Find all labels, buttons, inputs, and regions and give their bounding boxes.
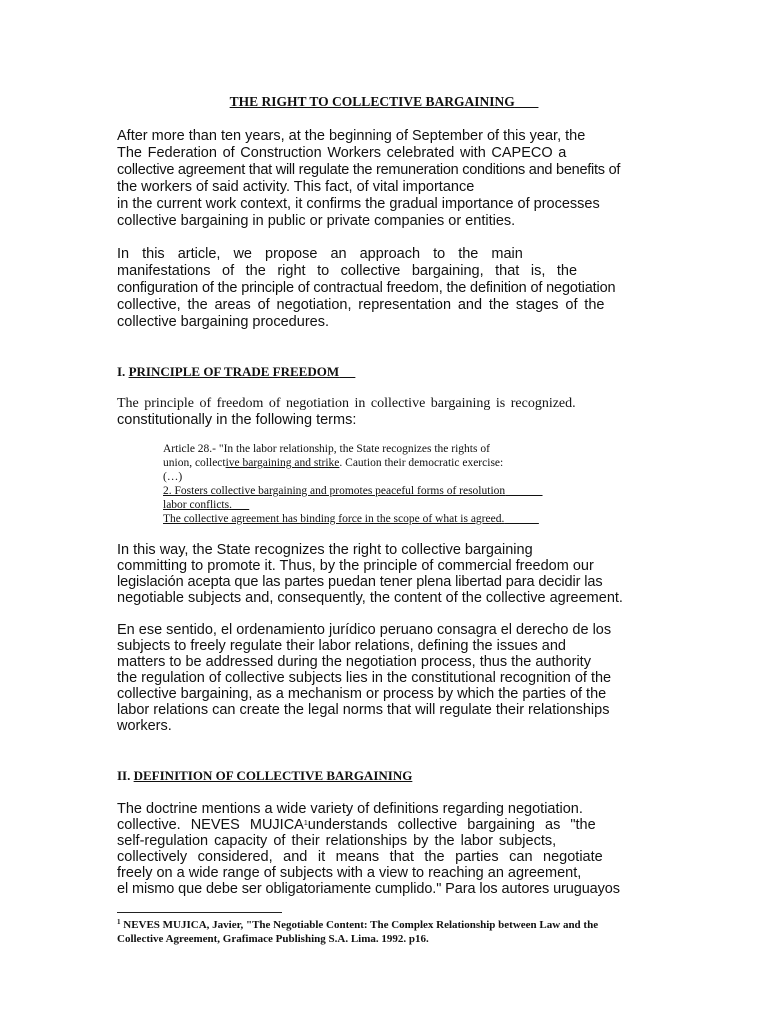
quote-line-4-text: 2. Fosters collective bargaining and promotes peaceful forms of resolution (163, 485, 506, 497)
footnote-text-1: NEVES MUJICA, Javier, "The Negotiable Content: The Complex Relationship between Law and the (123, 919, 599, 931)
neves-mujica-continuation: understands collective bargaining as "the (307, 817, 596, 833)
intro-line-6: collective bargaining in public or private companies or entities. (117, 213, 516, 229)
sense-line-5: collective bargaining, as a mechanism or process by which the parties of the (117, 686, 607, 702)
article-line-3: configuration of the principle of contractual freedom, the definition of negotiation (117, 280, 616, 296)
quote-line-1: Article 28.- "In the labor relationship, the State recognizes the rights of (163, 443, 490, 455)
sense-line-7: workers. (117, 718, 172, 734)
document-title-text: THE RIGHT TO COLLECTIVE BARGAINING (229, 94, 515, 109)
article-line-1: In this article, we propose an approach to the main (117, 246, 523, 262)
footnote-marker: 1 (117, 918, 121, 926)
document-title (0, 94, 768, 110)
section-2-para-line-5: freely on a wide range of subjects with a view to reaching an agreement, (117, 865, 582, 881)
section-2-heading (117, 768, 412, 784)
intro-line-4: the workers of said activity. This fact, of vital importance (117, 179, 475, 195)
section-2-title: DEFINITION OF COLLECTIVE BARGAINING (133, 768, 413, 783)
quote-line-5 (163, 499, 249, 511)
state-line-2: committing to promote it. Thus, by the principle of commercial freedom our (117, 558, 594, 574)
quote-line-5-text: labor conflicts. (163, 499, 232, 511)
quote-line-6-text: The collective agreement has binding force in the scope of what is agreed. (163, 513, 505, 525)
sense-line-1: En ese sentido, el ordenamiento jurídico peruano consagra el derecho de los (117, 622, 612, 638)
section-2-para-line-4: collectively considered, and it means that the parties can negotiate (117, 849, 603, 865)
section-2-number: II. (117, 768, 131, 783)
footnote-line-2: Collective Agreement, Grafimace Publishing S.A. Lima. 1992. p16. (117, 933, 429, 945)
state-line-1: In this way, the State recognizes the right to collective bargaining (117, 542, 533, 558)
sense-line-2: subjects to freely regulate their labor relations, defining the issues and (117, 638, 566, 654)
sense-line-3: matters to be addressed during the negotiation process, thus the authority (117, 654, 591, 670)
article-line-5: collective bargaining procedures. (117, 314, 329, 330)
quote-line-3: (…) (163, 471, 183, 483)
sense-line-6: labor relations can create the legal norms that will regulate their relationships (117, 702, 610, 718)
state-line-3: legislación acepta que las partes puedan tener plena libertad para decidir las (117, 574, 603, 590)
sense-line-4: the regulation of collective subjects lies in the constitutional recognition of the (117, 670, 612, 686)
quote-line-6 (163, 513, 539, 525)
section-2-para-line-1: The doctrine mentions a wide variety of definitions regarding negotiation. (117, 801, 583, 817)
article-line-2: manifestations of the right to collective bargaining, that is, the (117, 263, 578, 279)
footnote-separator (117, 912, 282, 913)
article-line-4: collective, the areas of negotiation, representation and the stages of the (117, 297, 605, 313)
section-1-para-line-1: The principle of freedom of negotiation in collective bargaining is recognized. (117, 396, 576, 411)
quote-line-2 (163, 457, 503, 469)
intro-line-5: in the current work context, it confirms the gradual importance of processes (117, 196, 600, 212)
section-2-para-line-6: el mismo que debe ser obligatoriamente cumplido." Para los autores uruguayos (117, 881, 620, 897)
section-1-title: PRINCIPLE OF TRADE FREEDOM (128, 364, 340, 379)
quote-line-2-start: union, collect (163, 457, 226, 469)
quote-line-2-end: . Caution their democratic exercise: (339, 457, 504, 469)
quote-line-4 (163, 485, 543, 497)
section-1-number: I. (117, 364, 126, 379)
intro-line-1: After more than ten years, at the beginning of September of this year, the (117, 128, 586, 144)
intro-line-2: The Federation of Construction Workers celebrated with CAPECO a (117, 145, 567, 161)
neves-mujica-text: collective. NEVES MUJICA (117, 817, 304, 833)
footnote-line-1 (117, 918, 598, 931)
quote-line-2-underlined: ive bargaining and strike (225, 457, 340, 469)
section-2-para-line-3: self-regulation capacity of their relationships by the labor subjects, (117, 833, 557, 849)
section-1-para-line-2: constitutionally in the following terms: (117, 412, 357, 428)
intro-line-3: collective agreement that will regulate the remuneration conditions and benefits of (117, 162, 621, 178)
state-line-4: negotiable subjects and, consequently, the content of the collective agreement. (117, 590, 623, 606)
section-2-para-line-2 (117, 817, 596, 833)
footnote-reference[interactable]: 1 (303, 820, 308, 827)
section-1-heading (117, 364, 355, 380)
